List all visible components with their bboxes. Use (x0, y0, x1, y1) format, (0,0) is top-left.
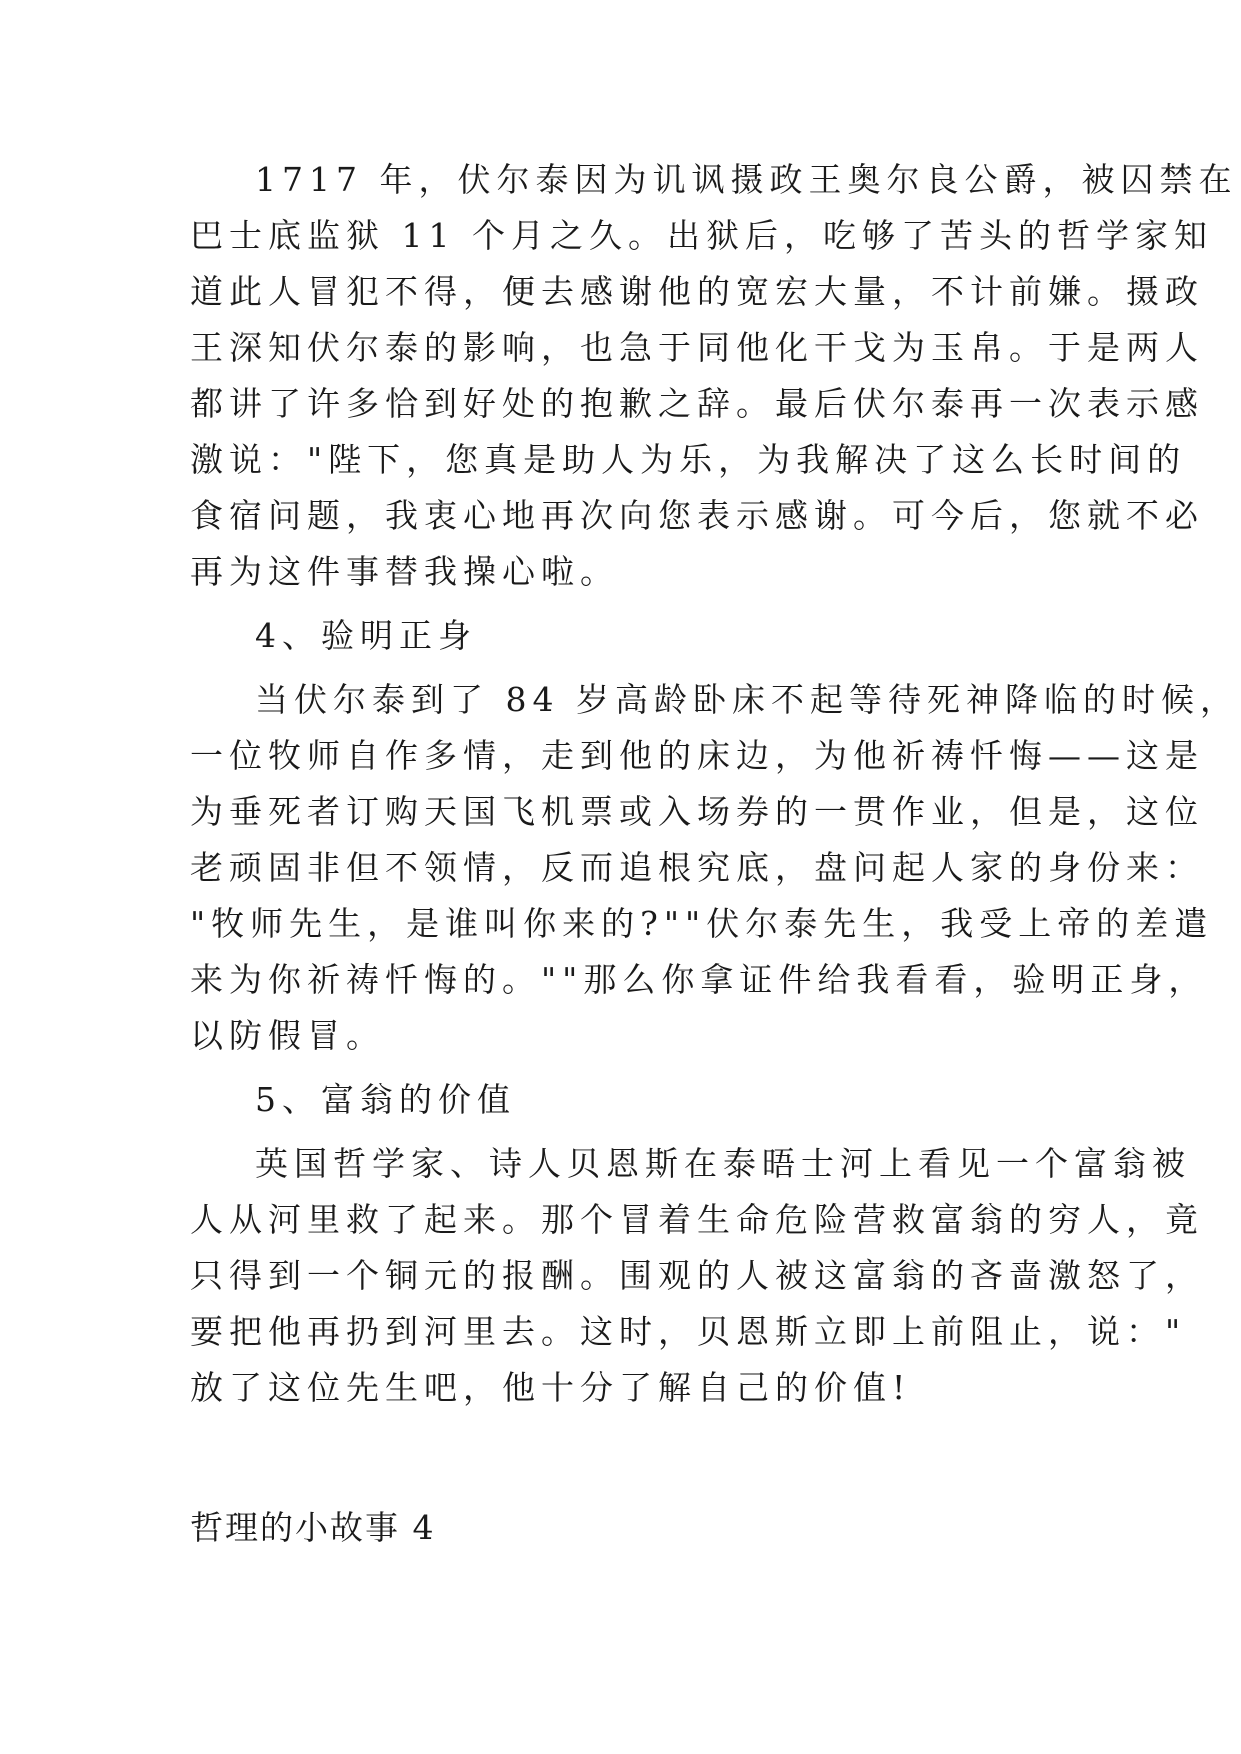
paragraph-line: 一位牧师自作多情，走到他的床边，为他祈祷忏悔——这是 (190, 736, 1204, 775)
paragraph-line: 为垂死者订购天国飞机票或入场券的一贯作业，但是，这位 (190, 792, 1204, 831)
section-heading: 5、富翁的价值 (255, 1080, 516, 1119)
paragraph-line: 巴士底监狱 11 个月之久。出狱后，吃够了苦头的哲学家知 (190, 216, 1213, 255)
paragraph-line: 再为这件事替我操心啦。 (190, 552, 619, 591)
paragraph-line: 当伏尔泰到了 84 岁高龄卧床不起等待死神降临的时候， (255, 680, 1239, 719)
paragraph-line: 道此人冒犯不得，便去感谢他的宽宏大量，不计前嫌。摄政 (190, 272, 1204, 311)
paragraph-line: 以防假冒。 (190, 1016, 385, 1055)
story-title: 哲理的小故事 4 (190, 1508, 436, 1547)
paragraph-line: "牧师先生，是谁叫你来的?""伏尔泰先生，我受上帝的差遣 (190, 904, 1214, 943)
paragraph-line: 英国哲学家、诗人贝恩斯在泰晤士河上看见一个富翁被 (255, 1144, 1191, 1183)
section-heading: 4、验明正身 (255, 616, 477, 655)
paragraph-line: 1717 年，伏尔泰因为讥讽摄政王奥尔良公爵，被囚禁在 (255, 160, 1238, 199)
paragraph-line: 王深知伏尔泰的影响，也急于同他化干戈为玉帛。于是两人 (190, 328, 1204, 367)
paragraph-line: 激说："陛下，您真是助人为乐，为我解决了这么长时间的 (190, 440, 1187, 479)
paragraph-line: 都讲了许多恰到好处的抱歉之辞。最后伏尔泰再一次表示感 (190, 384, 1204, 423)
paragraph-line: 放了这位先生吧，他十分了解自己的价值! (190, 1368, 912, 1407)
paragraph-line: 人从河里救了起来。那个冒着生命危险营救富翁的穷人，竟 (190, 1200, 1204, 1239)
paragraph-line: 食宿问题，我衷心地再次向您表示感谢。可今后，您就不必 (190, 496, 1204, 535)
paragraph-line: 要把他再扔到河里去。这时，贝恩斯立即上前阻止，说：" (190, 1312, 1187, 1351)
paragraph-line: 只得到一个铜元的报酬。围观的人被这富翁的吝啬激怒了， (190, 1256, 1204, 1295)
paragraph-line: 老顽固非但不领情，反而追根究底，盘问起人家的身份来： (190, 848, 1204, 887)
paragraph-line: 来为你祈祷忏悔的。""那么你拿证件给我看看，验明正身， (190, 960, 1208, 999)
